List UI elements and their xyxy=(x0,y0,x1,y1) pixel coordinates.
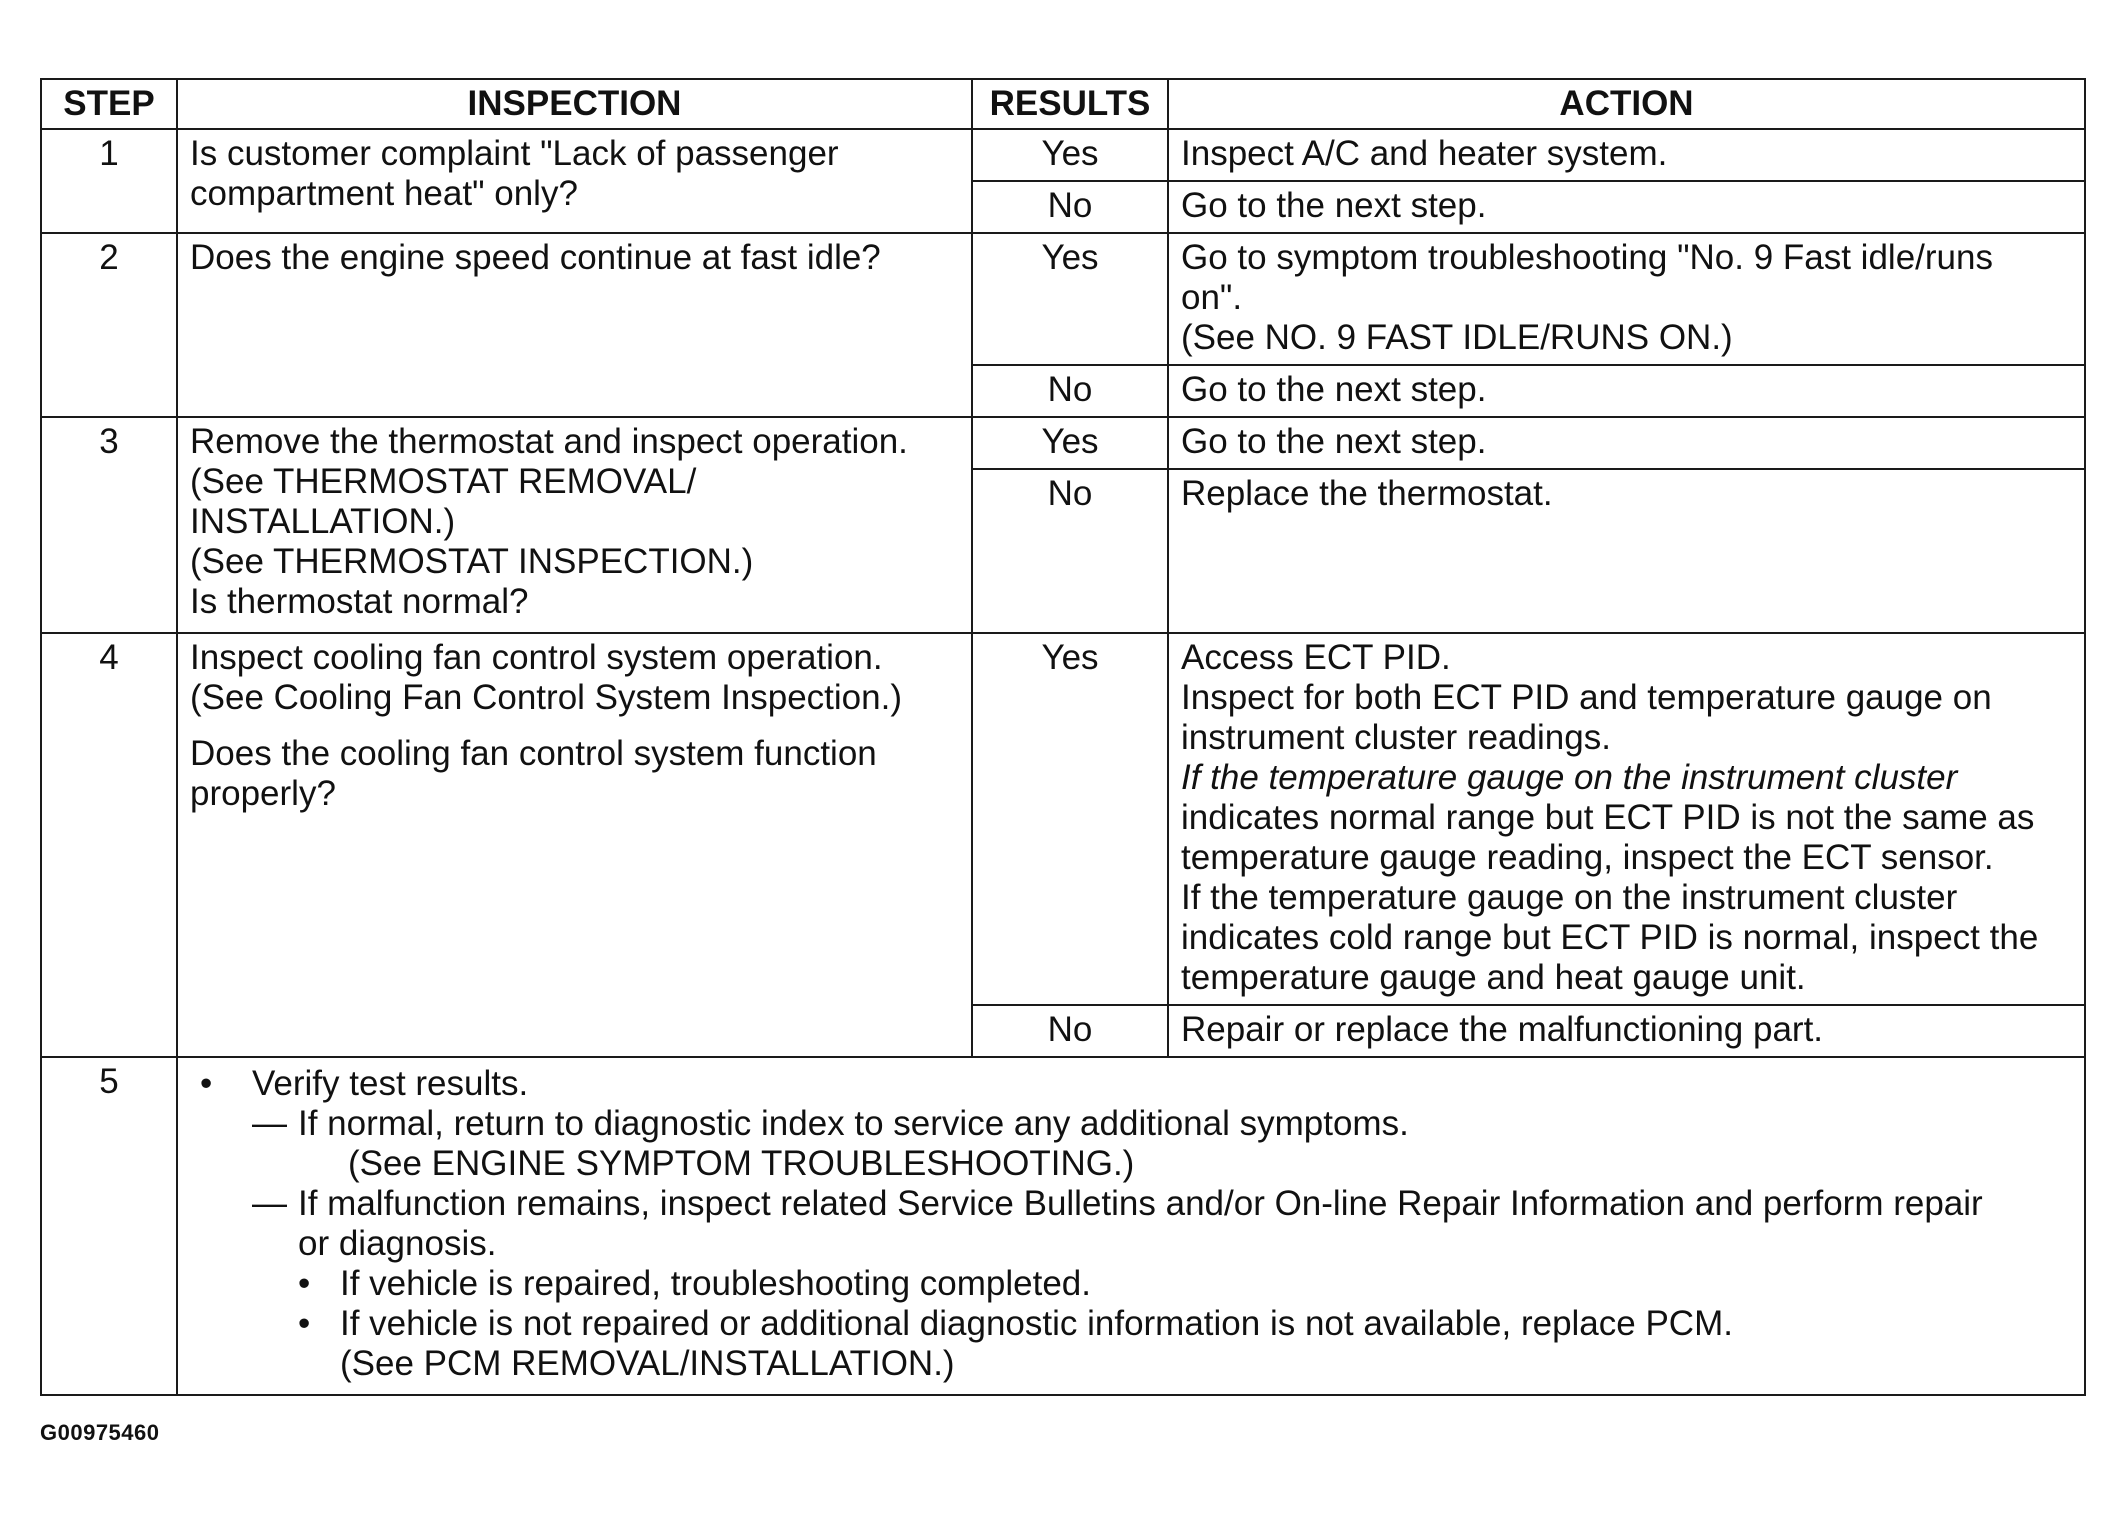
inspection-text: Remove the thermostat and inspect operation. xyxy=(190,422,908,461)
dash-icon: — xyxy=(252,1104,287,1143)
header-results: RESULTS xyxy=(972,79,1168,129)
result-cell: No xyxy=(972,1005,1168,1057)
action-text: If the temperature gauge on the instrument cluster xyxy=(1181,878,1958,917)
normal-see: (See ENGINE SYMPTOM TROUBLESHOOTING.) xyxy=(348,1144,1135,1183)
action-text: Go to the next step. xyxy=(1181,186,1487,225)
table-row xyxy=(41,233,2085,365)
header-step: STEP xyxy=(41,79,177,129)
figure-code: G00975460 xyxy=(40,1420,160,1445)
result-cell: Yes xyxy=(972,417,1168,469)
action-cell xyxy=(1168,633,2085,1005)
bullet-icon: • xyxy=(298,1264,311,1303)
inspection-text: Is thermostat normal? xyxy=(190,582,529,621)
step-number: 5 xyxy=(41,1057,177,1395)
action-text: If the temperature gauge on the instrument cluster xyxy=(1181,758,1958,797)
action-text: on". xyxy=(1181,278,1243,317)
action-text: Repair or replace the malfunctioning part. xyxy=(1181,1010,1824,1049)
remains-item xyxy=(190,1184,2072,1224)
step-number: 3 xyxy=(41,417,177,633)
action-cell xyxy=(1168,469,2085,633)
verify-text: Verify test results. xyxy=(252,1064,529,1103)
step-number: 2 xyxy=(41,233,177,417)
inspection-text: Is customer complaint "Lack of passenger xyxy=(190,134,839,173)
repaired-text: If vehicle is repaired, troubleshooting completed. xyxy=(340,1264,1091,1303)
inspection-text: Inspect cooling fan control system operation. xyxy=(190,638,883,677)
remains-text: If malfunction remains, inspect related Service Bulletins and/or On-line Repair Information and perform repair xyxy=(298,1184,1983,1223)
inspection-text: (See THERMOSTAT INSPECTION.) xyxy=(190,542,754,581)
normal-text: If normal, return to diagnostic index to service any additional symptoms. xyxy=(298,1104,1409,1143)
result-cell: Yes xyxy=(972,633,1168,1005)
action-text: instrument cluster readings. xyxy=(1181,718,1611,757)
inspection-text: INSTALLATION.) xyxy=(190,502,456,541)
verify-cell xyxy=(177,1057,2085,1395)
spacer xyxy=(190,718,959,734)
inspection-cell xyxy=(177,417,972,633)
action-text: Go to the next step. xyxy=(1181,422,1487,461)
action-text: temperature gauge and heat gauge unit. xyxy=(1181,958,1806,997)
not-repaired-text: If vehicle is not repaired or additional diagnostic information is not available, replace PCM. xyxy=(340,1304,1733,1343)
action-cell xyxy=(1168,181,2085,233)
inspection-text: compartment heat" only? xyxy=(190,174,578,213)
not-repaired-item xyxy=(190,1304,2072,1344)
header-row xyxy=(41,79,2085,129)
action-text: Inspect A/C and heater system. xyxy=(1181,134,1668,173)
action-text: temperature gauge reading, inspect the ECT sensor. xyxy=(1181,838,1994,877)
action-cell xyxy=(1168,1005,2085,1057)
normal-item xyxy=(190,1104,2072,1144)
inspection-cell xyxy=(177,633,972,1057)
bullet-icon: • xyxy=(298,1304,311,1343)
step-number: 4 xyxy=(41,633,177,1057)
result-cell: No xyxy=(972,181,1168,233)
result-cell: No xyxy=(972,365,1168,417)
inspection-text: (See THERMOSTAT REMOVAL/ xyxy=(190,462,697,501)
repaired-item xyxy=(190,1264,2072,1304)
verify-bullet xyxy=(190,1064,2072,1104)
action-text: Access ECT PID. xyxy=(1181,638,1451,677)
action-cell xyxy=(1168,129,2085,181)
action-text: indicates cold range but ECT PID is normal, inspect the xyxy=(1181,918,2039,957)
action-text: Replace the thermostat. xyxy=(1181,474,1553,513)
action-cell xyxy=(1168,417,2085,469)
table-row xyxy=(41,129,2085,181)
inspection-text: properly? xyxy=(190,774,336,813)
action-text: Go to symptom troubleshooting "No. 9 Fast idle/runs xyxy=(1181,238,1993,277)
result-cell: Yes xyxy=(972,129,1168,181)
table-row xyxy=(41,633,2085,1005)
inspection-text: Does the engine speed continue at fast idle? xyxy=(190,238,881,277)
action-text: Go to the next step. xyxy=(1181,370,1487,409)
inspection-text: (See Cooling Fan Control System Inspection.) xyxy=(190,678,902,717)
action-text: indicates normal range but ECT PID is not the same as xyxy=(1181,798,2035,837)
bullet-icon: • xyxy=(200,1064,213,1103)
diagnostic-table xyxy=(40,78,2086,1396)
inspection-cell xyxy=(177,129,972,233)
step-number: 1 xyxy=(41,129,177,233)
dash-icon: — xyxy=(252,1184,287,1223)
header-inspection: INSPECTION xyxy=(177,79,972,129)
result-cell: No xyxy=(972,469,1168,633)
action-text: (See NO. 9 FAST IDLE/RUNS ON.) xyxy=(1181,318,1733,357)
not-repaired-see: (See PCM REMOVAL/INSTALLATION.) xyxy=(340,1344,955,1383)
table-row xyxy=(41,417,2085,469)
action-cell xyxy=(1168,365,2085,417)
inspection-cell xyxy=(177,233,972,417)
table-row xyxy=(41,1057,2085,1395)
action-text: Inspect for both ECT PID and temperature gauge on xyxy=(1181,678,1992,717)
result-cell: Yes xyxy=(972,233,1168,365)
remains-cont: or diagnosis. xyxy=(298,1224,497,1263)
header-action: ACTION xyxy=(1168,79,2085,129)
inspection-text: Does the cooling fan control system function xyxy=(190,734,877,773)
action-cell xyxy=(1168,233,2085,365)
